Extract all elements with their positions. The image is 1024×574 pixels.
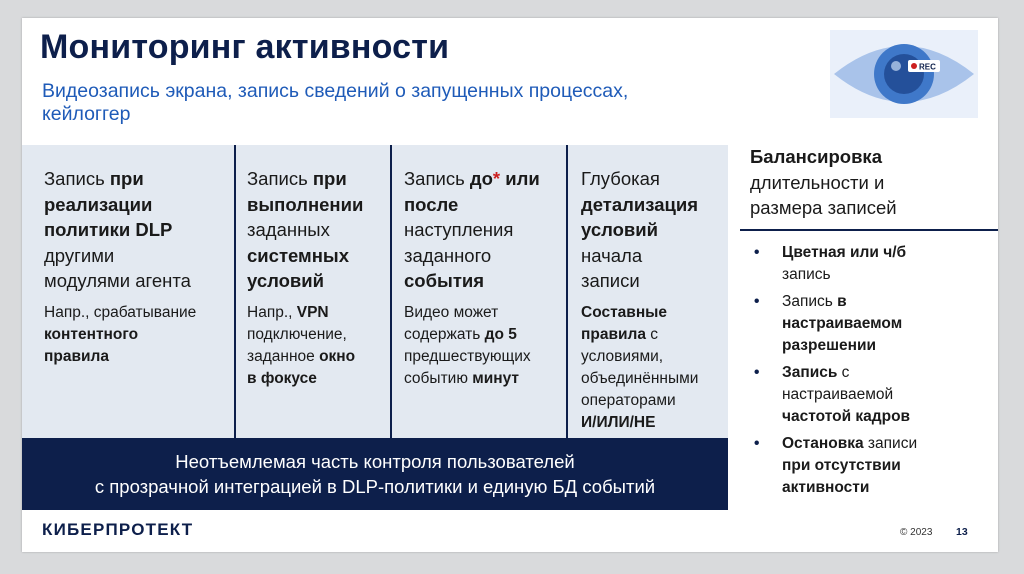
column-note: Напр., срабатывание контентного правила — [44, 303, 197, 365]
banner-line-1: Неотъемлемая часть контроля пользователей — [175, 451, 575, 472]
slide-title: Мониторинг активности — [40, 28, 450, 66]
eye-rec-icon — [830, 30, 978, 118]
balancing-heading: Балансировка длительности и размера записей — [750, 146, 897, 218]
divider — [740, 229, 998, 231]
feature-column-system-conditions — [234, 145, 390, 438]
column-heading: Запись до* или после наступления заданного события — [404, 168, 540, 291]
presentation-slide — [22, 18, 998, 552]
list-item: • Остановка записи при отсутствии активности — [754, 435, 918, 496]
page-number: 13 — [956, 526, 968, 538]
bullet-icon: • — [754, 244, 760, 261]
list-item: • Запись в настраиваемом разрешении — [754, 293, 903, 354]
bullet-icon: • — [754, 364, 760, 381]
slide-subtitle — [42, 80, 762, 126]
column-heading: Глубокая детализация условий начала записи — [581, 168, 699, 291]
feature-column-event — [390, 145, 566, 438]
banner-line-2: с прозрачной интеграцией в DLP-политики и единую БД событий — [94, 476, 656, 497]
features-panel — [22, 145, 728, 438]
feature-column-detailed-conditions — [566, 145, 728, 438]
list-item: • Цветная или ч/б запись — [754, 244, 907, 283]
company-logo: КИБЕРПРОТЕКТ — [42, 520, 194, 539]
bullet-icon: • — [754, 293, 760, 310]
list-item: • Запись с настраиваемой частотой кадров — [754, 364, 911, 425]
balancing-list — [752, 242, 992, 504]
copyright: © 2023 — [900, 527, 933, 538]
subtitle-line-1: Видеозапись экрана, запись сведений о запущенных процессах, — [42, 80, 629, 102]
summary-banner — [22, 438, 728, 510]
column-heading: Запись при реализации политики DLP другими модулями агента — [44, 168, 191, 291]
rec-badge-text: REC — [919, 62, 936, 72]
subtitle-line-2: кейлоггер — [42, 103, 131, 125]
bullet-icon: • — [754, 435, 760, 452]
column-heading: Запись при выполнении заданных системных условий — [247, 168, 364, 291]
column-note: Напр., VPN подключение, заданное окно в фокусе — [247, 303, 356, 387]
column-note: Составные правила с условиями, объединёнными операторами И/ИЛИ/НЕ — [581, 303, 699, 431]
feature-column-dlp — [22, 145, 234, 438]
column-note: Видео может содержать до 5 предшествующих событию минут — [404, 303, 531, 387]
